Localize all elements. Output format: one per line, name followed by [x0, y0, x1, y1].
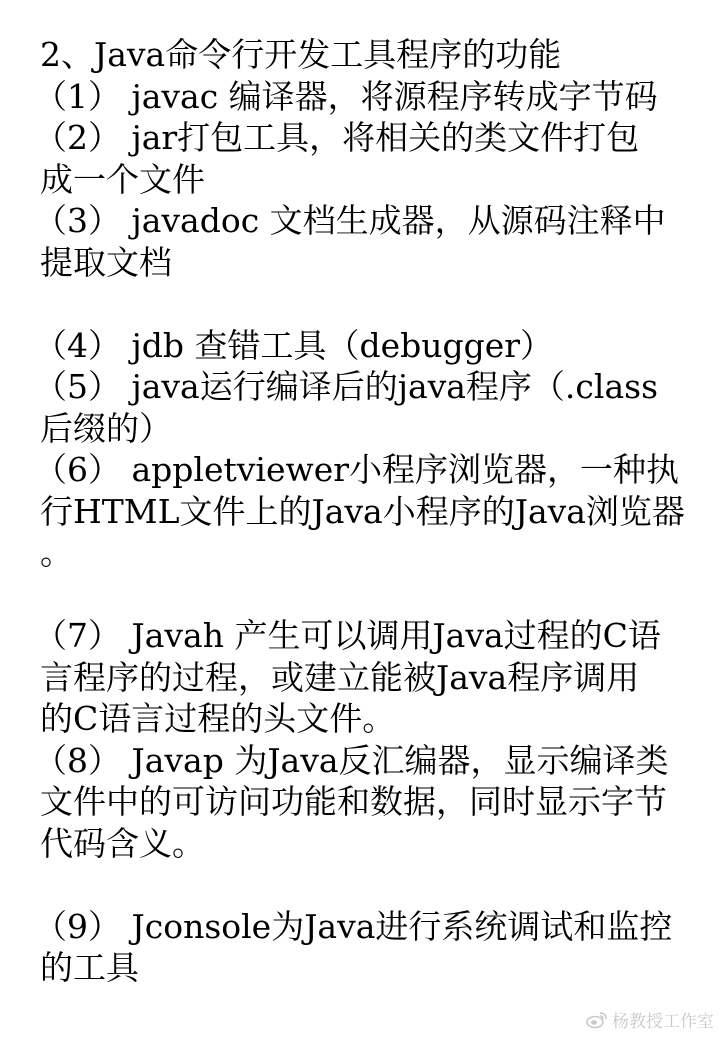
- text-line: 。: [40, 533, 73, 572]
- text-line: 代码含义。: [40, 823, 205, 863]
- text-line: （1） javac 编译器，将源程序转成字节码: [34, 76, 658, 116]
- blank-line: [40, 283, 700, 325]
- text-line: （4） jdb 查错工具（debugger）: [34, 325, 554, 365]
- text-line: （8） Javap 为Java反汇编器，显示编译类: [34, 740, 669, 780]
- text-line: 提取文档: [40, 242, 172, 282]
- watermark-text: 杨教授工作室: [612, 1012, 714, 1032]
- text-line: 成一个文件: [40, 159, 205, 199]
- text-line: （7） Javah 产生可以调用Java过程的C语: [34, 616, 661, 655]
- text-line: 文件中的可访问功能和数据，同时显示字节: [40, 782, 667, 821]
- text-line: 行HTML文件上的Java小程序的Java浏览器: [40, 491, 685, 531]
- text-line: （2） jar打包工具，将相关的类文件打包: [34, 118, 640, 157]
- document-body: [34, 34, 700, 989]
- weibo-icon: [586, 1011, 608, 1029]
- text-line: 的C语言过程的头文件。: [40, 699, 396, 738]
- text-line: 言程序的过程，或建立能被Java程序调用: [40, 657, 640, 697]
- blank-line: [40, 864, 700, 906]
- text-line: 的工具: [40, 948, 139, 987]
- text-line: （6） appletviewer小程序浏览器，一种执: [34, 450, 680, 489]
- text-line: （5） java运行编译后的java程序（.class: [34, 367, 659, 406]
- watermark: [586, 1007, 714, 1032]
- blank-line: [40, 574, 700, 616]
- text-line: （9） Jconsole为Java进行系统调试和监控: [34, 906, 673, 946]
- text-line: （3） javadoc 文档生成器，从源码注释中: [34, 201, 666, 240]
- text-line: 2、Java命令行开发工具程序的功能: [40, 35, 562, 74]
- text-line: 后缀的）: [40, 408, 172, 448]
